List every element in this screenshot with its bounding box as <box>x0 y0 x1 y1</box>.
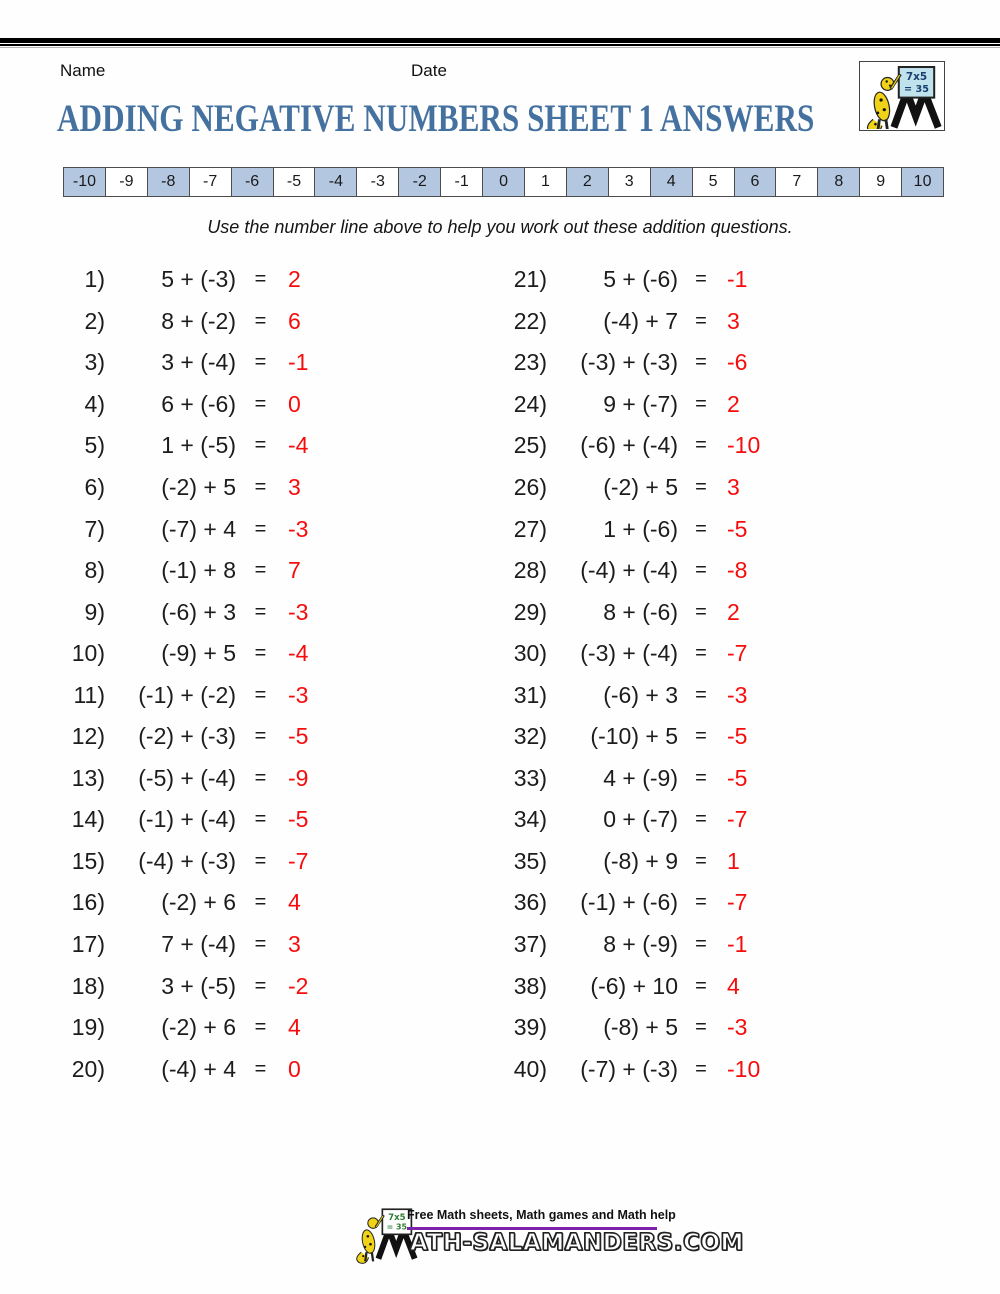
problem-number: 20) <box>71 1055 105 1082</box>
problem-expression: 6 + (-6) <box>161 390 236 417</box>
problem-expression: 0 + (-7) <box>603 806 678 833</box>
problem-number: 6) <box>84 474 105 500</box>
problem-number: 35) <box>513 847 547 874</box>
equals-sign: = <box>254 849 267 872</box>
problem-expression: (-9) + 5 <box>161 640 236 667</box>
number-line <box>63 167 944 197</box>
problem-number: 12) <box>71 723 105 750</box>
problem-answer: -1 <box>288 349 309 376</box>
problem-number: 40) <box>513 1055 547 1082</box>
problem-row <box>490 924 800 966</box>
problem-number: 14) <box>71 806 105 833</box>
problem-number: 10) <box>71 640 105 667</box>
problem-expression: (-3) + (-4) <box>580 640 678 667</box>
problem-answer: 3 <box>727 474 740 500</box>
footer-tagline: Free Math sheets, Math games and Math help <box>407 1208 676 1222</box>
equals-sign: = <box>695 891 707 914</box>
number-line-cell: 6 <box>734 167 777 197</box>
equals-sign: = <box>254 1057 267 1080</box>
problem-answer: -6 <box>727 349 748 376</box>
problem-number: 38) <box>513 972 547 999</box>
problem-answer: -7 <box>727 889 748 916</box>
problem-row <box>490 508 800 550</box>
equals-sign: = <box>695 1016 707 1039</box>
problem-expression: (-8) + 5 <box>603 1014 678 1041</box>
problem-answer: -4 <box>288 640 309 667</box>
board-text-line2: = 35 <box>904 83 929 95</box>
problem-answer: 3 <box>727 307 740 334</box>
problem-answer: 2 <box>727 390 740 417</box>
problem-expression: 4 + (-9) <box>603 764 678 791</box>
equals-sign: = <box>254 891 267 914</box>
problem-answer: -5 <box>727 764 748 791</box>
equals-sign: = <box>695 351 707 374</box>
problem-number: 8) <box>84 557 105 584</box>
problem-expression: 1 + (-6) <box>603 515 678 542</box>
equals-sign: = <box>695 559 707 582</box>
number-line-cell: 1 <box>524 167 567 197</box>
problem-row <box>48 342 358 384</box>
problem-number: 18) <box>71 972 105 999</box>
problem-expression: (-2) + (-3) <box>138 723 236 750</box>
number-line-cell: 2 <box>566 167 609 197</box>
top-border-rule <box>0 38 1000 48</box>
problem-row <box>490 965 800 1007</box>
problem-row <box>490 425 800 467</box>
equals-sign: = <box>695 1057 707 1080</box>
number-line-cell: 4 <box>650 167 693 197</box>
page-title: ADDING NEGATIVE NUMBERS SHEET 1 ANSWERS <box>57 97 815 140</box>
problem-answer: 0 <box>288 1055 301 1082</box>
problem-answer: -3 <box>727 1014 748 1041</box>
equals-sign: = <box>695 766 707 789</box>
problem-answer: -1 <box>727 266 748 293</box>
number-line-cell: 0 <box>482 167 525 197</box>
problems-column-left <box>48 259 358 1090</box>
number-line-cell: -10 <box>63 167 106 197</box>
problem-row <box>48 550 358 592</box>
problem-answer: 4 <box>727 972 740 999</box>
problem-row <box>490 1007 800 1049</box>
equals-sign: = <box>254 517 267 540</box>
problem-number: 37) <box>513 931 547 958</box>
problem-answer: 2 <box>288 266 301 293</box>
problem-number: 21) <box>513 266 547 293</box>
number-line-cell: 7 <box>775 167 818 197</box>
equals-sign: = <box>254 559 267 582</box>
footer-brand-text: ATH-SALAMANDERS.COM <box>410 1230 744 1256</box>
problem-answer: 4 <box>288 1014 301 1041</box>
problem-expression: (-7) + (-3) <box>580 1055 678 1082</box>
problem-row <box>490 550 800 592</box>
name-label: Name <box>60 61 106 80</box>
problem-row <box>490 882 800 924</box>
problem-expression: (-2) + 6 <box>161 1014 236 1041</box>
problem-expression: 3 + (-4) <box>161 349 236 376</box>
problem-row <box>48 467 358 509</box>
equals-sign: = <box>254 392 267 415</box>
number-line-cell: 10 <box>901 167 944 197</box>
number-line-cell: -5 <box>273 167 316 197</box>
problem-number: 32) <box>513 723 547 750</box>
problem-row <box>490 301 800 343</box>
problem-expression: (-4) + (-3) <box>138 847 236 874</box>
equals-sign: = <box>254 725 267 748</box>
problem-expression: (-1) + (-2) <box>138 681 236 708</box>
problem-row <box>490 633 800 675</box>
date-label: Date <box>411 61 447 80</box>
problem-expression: (-6) + 3 <box>161 598 236 625</box>
problem-answer: -3 <box>288 515 309 542</box>
equals-sign: = <box>254 933 267 956</box>
number-line-cell: 3 <box>608 167 651 197</box>
problem-number: 29) <box>513 598 547 625</box>
problem-row <box>490 259 800 301</box>
footer-brand <box>352 1200 744 1280</box>
equals-sign: = <box>695 933 707 956</box>
equals-sign: = <box>695 476 707 498</box>
problem-row <box>48 425 358 467</box>
problem-row <box>48 716 358 758</box>
problem-row <box>48 259 358 301</box>
equals-sign: = <box>695 392 707 415</box>
problem-number: 1) <box>84 266 105 293</box>
problem-answer: -8 <box>727 557 748 584</box>
number-line-cell: -7 <box>189 167 232 197</box>
problem-answer: -2 <box>288 972 309 999</box>
problem-expression: (-2) + 5 <box>161 474 236 500</box>
problem-answer: 6 <box>288 307 301 334</box>
problem-row <box>490 1048 800 1090</box>
problem-answer: 0 <box>288 390 301 417</box>
problem-row <box>490 674 800 716</box>
problem-expression: (-1) + (-6) <box>580 889 678 916</box>
problem-number: 7) <box>84 515 105 542</box>
number-line-cell: -2 <box>398 167 441 197</box>
equals-sign: = <box>254 434 267 457</box>
problem-expression: 5 + (-3) <box>161 266 236 293</box>
problem-row <box>48 301 358 343</box>
problem-number: 13) <box>71 764 105 791</box>
problem-number: 5) <box>84 432 105 459</box>
problem-row <box>490 467 800 509</box>
problem-expression: (-4) + (-4) <box>580 557 678 584</box>
problem-answer: -7 <box>727 640 748 667</box>
problem-expression: 7 + (-4) <box>161 931 236 958</box>
equals-sign: = <box>695 683 707 706</box>
footer-board-text-line1: 7x5 <box>388 1212 406 1223</box>
equals-sign: = <box>695 268 707 291</box>
problem-row <box>48 591 358 633</box>
problem-number: 34) <box>513 806 547 833</box>
problem-number: 27) <box>513 515 547 542</box>
equals-sign: = <box>254 642 267 665</box>
salamander-logo-icon <box>861 63 943 129</box>
problem-row <box>48 841 358 883</box>
problem-row <box>48 1048 358 1090</box>
problem-row <box>490 384 800 426</box>
problem-number: 15) <box>71 847 105 874</box>
problem-expression: (-1) + (-4) <box>138 806 236 833</box>
problem-number: 30) <box>513 640 547 667</box>
problem-number: 24) <box>513 390 547 417</box>
problem-number: 39) <box>513 1014 547 1041</box>
number-line-cell: 9 <box>859 167 902 197</box>
problem-number: 4) <box>84 390 105 417</box>
problem-number: 22) <box>513 307 547 334</box>
problem-row <box>48 384 358 426</box>
number-line-cell: -8 <box>147 167 190 197</box>
number-line-cell: -1 <box>440 167 483 197</box>
equals-sign: = <box>695 974 707 997</box>
equals-sign: = <box>254 683 267 706</box>
problem-answer: -3 <box>288 681 309 708</box>
problem-number: 33) <box>513 764 547 791</box>
problem-expression: (-2) + 6 <box>161 889 236 916</box>
problem-answer: -1 <box>727 931 748 958</box>
number-line-cell: -6 <box>231 167 274 197</box>
problem-number: 23) <box>513 349 547 376</box>
problem-expression: 8 + (-9) <box>603 931 678 958</box>
equals-sign: = <box>254 1016 267 1039</box>
problem-answer: 2 <box>727 598 740 625</box>
problem-row <box>48 882 358 924</box>
problem-row <box>48 965 358 1007</box>
problem-number: 19) <box>71 1014 105 1041</box>
problem-expression: (-6) + (-4) <box>580 432 678 459</box>
problem-answer: -9 <box>288 764 309 791</box>
equals-sign: = <box>695 808 707 831</box>
problem-number: 17) <box>71 931 105 958</box>
problem-row <box>48 1007 358 1049</box>
problem-answer: -7 <box>288 847 309 874</box>
problem-row <box>490 758 800 800</box>
problem-answer: 1 <box>727 847 740 874</box>
problem-expression: (-6) + 10 <box>590 972 678 999</box>
equals-sign: = <box>254 766 267 789</box>
problem-number: 25) <box>513 432 547 459</box>
problem-answer: 7 <box>288 557 301 584</box>
problem-row <box>48 799 358 841</box>
equals-sign: = <box>254 309 267 332</box>
problem-row <box>490 342 800 384</box>
problem-answer: -5 <box>288 806 309 833</box>
problem-answer: -4 <box>288 432 309 459</box>
problem-answer: -5 <box>727 515 748 542</box>
problem-number: 9) <box>84 598 105 625</box>
problem-expression: (-3) + (-3) <box>580 349 678 376</box>
header-logo <box>859 61 945 131</box>
problem-answer: -5 <box>288 723 309 750</box>
number-line-cell: -3 <box>356 167 399 197</box>
problem-answer: -10 <box>727 432 761 459</box>
problem-number: 2) <box>84 307 105 334</box>
equals-sign: = <box>254 974 267 997</box>
problem-row <box>48 758 358 800</box>
problem-expression: (-1) + 8 <box>161 557 236 584</box>
problem-row <box>490 799 800 841</box>
problem-expression: (-8) + 9 <box>603 847 678 874</box>
problem-answer: 3 <box>288 474 301 500</box>
board-text-line1: 7x5 <box>905 70 928 83</box>
problem-answer: 3 <box>288 931 301 958</box>
problem-row <box>48 674 358 716</box>
problem-expression: (-4) + 7 <box>603 307 678 334</box>
problem-expression: (-7) + 4 <box>161 515 236 542</box>
problem-expression: 8 + (-2) <box>161 307 236 334</box>
problem-answer: -5 <box>727 723 748 750</box>
problem-expression: (-4) + 4 <box>161 1055 236 1082</box>
problem-expression: (-5) + (-4) <box>138 764 236 791</box>
equals-sign: = <box>254 351 267 374</box>
problem-number: 36) <box>513 889 547 916</box>
equals-sign: = <box>254 476 267 498</box>
problem-number: 11) <box>73 681 105 708</box>
problem-row <box>48 508 358 550</box>
equals-sign: = <box>695 434 707 457</box>
problem-expression: (-6) + 3 <box>603 681 678 708</box>
problem-number: 31) <box>513 681 547 708</box>
equals-sign: = <box>695 517 707 540</box>
equals-sign: = <box>695 849 707 872</box>
equals-sign: = <box>695 642 707 665</box>
problem-expression: 3 + (-5) <box>161 972 236 999</box>
equals-sign: = <box>695 309 707 332</box>
number-line-cell: -9 <box>105 167 148 197</box>
equals-sign: = <box>254 600 267 623</box>
equals-sign: = <box>695 600 707 623</box>
problem-number: 28) <box>513 557 547 584</box>
problem-answer: -3 <box>727 681 748 708</box>
problem-answer: -3 <box>288 598 309 625</box>
footer-board-text-line2: = 35 <box>386 1222 408 1232</box>
problem-expression: 5 + (-6) <box>603 266 678 293</box>
number-line-cell: 5 <box>692 167 735 197</box>
problems-column-right <box>490 259 800 1090</box>
problem-row <box>490 841 800 883</box>
problem-number: 26) <box>513 474 547 500</box>
problem-expression: 9 + (-7) <box>603 390 678 417</box>
equals-sign: = <box>695 725 707 748</box>
problem-expression: (-10) + 5 <box>590 723 678 750</box>
problem-number: 16) <box>71 889 105 916</box>
problem-row <box>48 924 358 966</box>
problem-number: 3) <box>84 349 105 376</box>
problem-row <box>48 633 358 675</box>
problem-row <box>490 591 800 633</box>
problem-row <box>490 716 800 758</box>
problem-expression: 1 + (-5) <box>161 432 236 459</box>
number-line-cell: 8 <box>817 167 860 197</box>
number-line-cell: -4 <box>314 167 357 197</box>
problem-answer: -10 <box>727 1055 761 1082</box>
problem-answer: 4 <box>288 889 301 916</box>
equals-sign: = <box>254 268 267 291</box>
equals-sign: = <box>254 808 267 831</box>
problem-answer: -7 <box>727 806 748 833</box>
instruction-text: Use the number line above to help you work out these addition questions. <box>207 217 793 237</box>
problem-expression: (-2) + 5 <box>603 474 678 500</box>
problem-expression: 8 + (-6) <box>603 598 678 625</box>
